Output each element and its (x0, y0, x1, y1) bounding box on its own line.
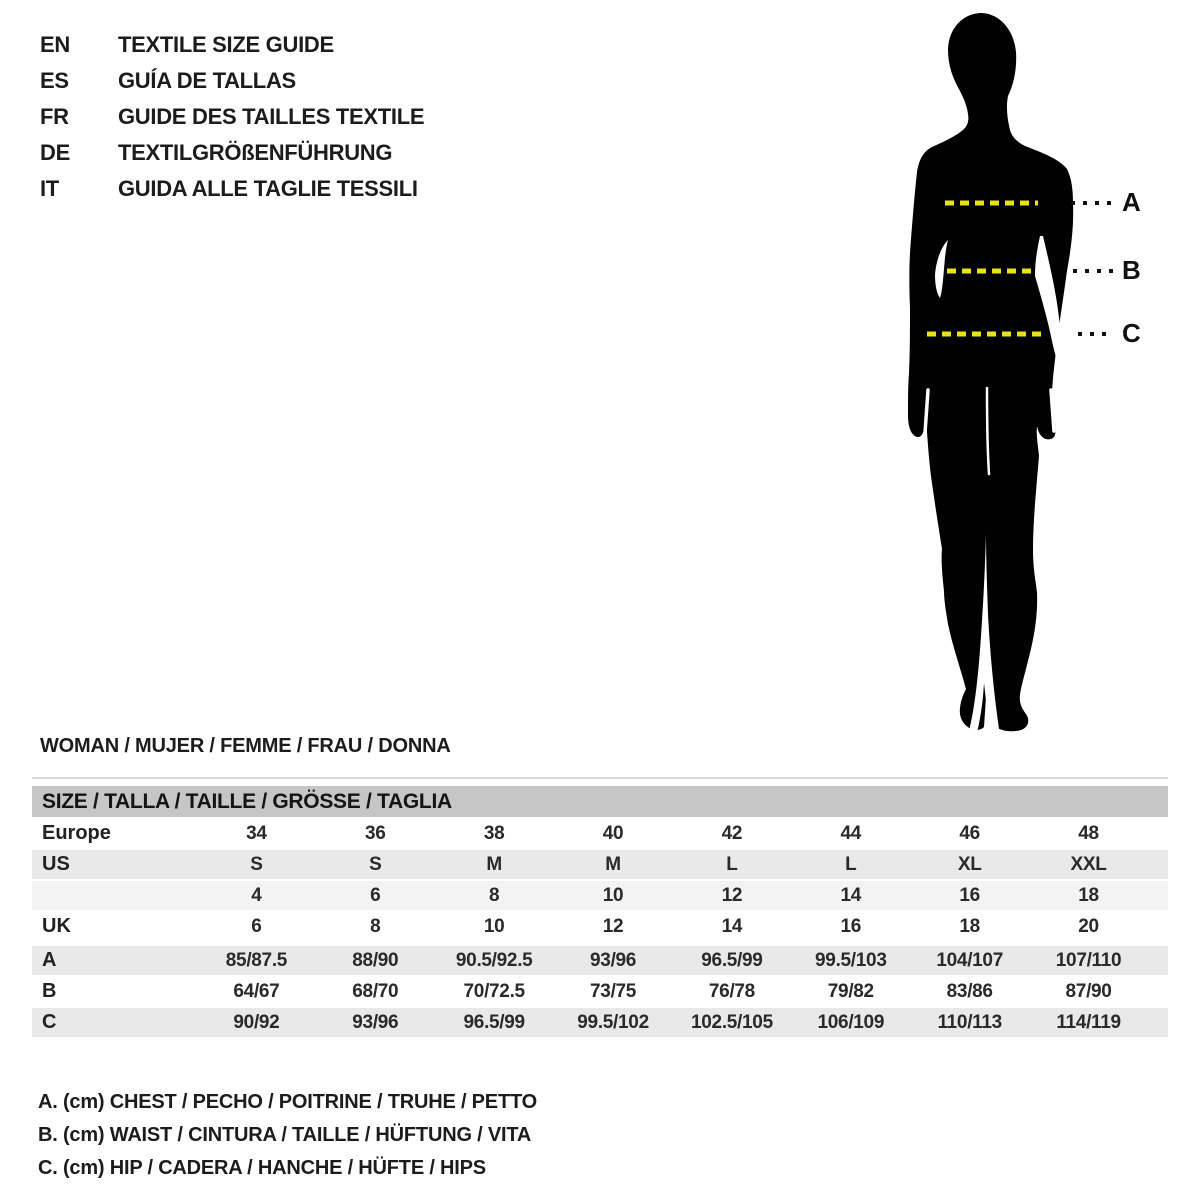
size-cell: XXL (1070, 853, 1107, 875)
size-cell: 14 (840, 884, 862, 906)
size-cell: 6 (251, 915, 262, 937)
language-code: EN (40, 32, 70, 57)
language-list (40, 27, 424, 207)
size-cell: 87/90 (1065, 980, 1112, 1002)
size-cell: 85/87.5 (225, 949, 288, 971)
size-table-header: SIZE / TALLA / TAILLE / GRÖSSE / TAGLIA (32, 786, 1168, 817)
row-label: C (42, 1011, 57, 1033)
legend-item: C. (cm) HIP / CADERA / HANCHE / HÜFTE / HIPS (38, 1157, 486, 1179)
section-title-woman: WOMAN / MUJER / FEMME / FRAU / DONNA (40, 735, 451, 757)
size-cell: 16 (959, 884, 980, 906)
language-title: TEXTILGRÖßENFÜHRUNG (118, 140, 393, 165)
size-table (32, 786, 1168, 1039)
size-cell: 18 (959, 915, 980, 937)
size-cell: S (369, 853, 382, 875)
size-cell: M (486, 853, 502, 875)
size-cell: 42 (721, 822, 743, 844)
size-cell: 96.5/99 (701, 949, 763, 971)
size-cell: 83/86 (946, 980, 993, 1002)
size-cell: 4 (251, 884, 262, 906)
language-code: IT (40, 176, 59, 201)
size-cell: 93/96 (590, 949, 637, 971)
table-row-b (32, 977, 1168, 1006)
language-title: GUÍA DE TALLAS (118, 68, 296, 93)
size-cell: 90.5/92.5 (455, 949, 533, 971)
size-cell: 114/119 (1056, 1011, 1121, 1033)
size-cell: 99.5/102 (577, 1011, 649, 1033)
size-cell: 106/109 (817, 1011, 885, 1033)
size-cell: 68/70 (352, 980, 399, 1002)
size-cell: 16 (840, 915, 862, 937)
size-cell: 90/92 (233, 1011, 280, 1033)
row-label: Europe (42, 822, 111, 844)
row-label: US (42, 853, 70, 875)
size-cell: 70/72.5 (463, 980, 525, 1002)
woman-silhouette-icon (880, 0, 1200, 760)
size-cell: 6 (370, 884, 381, 906)
table-top-border (32, 777, 1168, 779)
size-cell: 96.5/99 (463, 1011, 525, 1033)
size-table-body (32, 819, 1168, 1037)
row-label: A (42, 949, 57, 971)
size-cell: 18 (1078, 884, 1099, 906)
language-row (40, 135, 424, 171)
table-row-us-numeric (32, 881, 1168, 910)
size-cell: L (845, 853, 857, 875)
size-cell: 12 (602, 915, 624, 937)
size-cell: 104/107 (936, 949, 1003, 971)
size-cell: 102.5/105 (691, 1011, 773, 1033)
legend-item: B. (cm) WAIST / CINTURA / TAILLE / HÜFTUNG / VITA (38, 1124, 532, 1146)
legend-item: A. (cm) CHEST / PECHO / POITRINE / TRUHE / PETTO (38, 1091, 537, 1113)
row-label: B (42, 980, 57, 1002)
size-cell: 12 (721, 884, 743, 906)
size-cell: 88/90 (352, 949, 399, 971)
measurement-legend (38, 1086, 537, 1185)
size-cell: 76/78 (708, 980, 755, 1002)
table-row-europe (32, 819, 1168, 848)
woman-silhouette-path (908, 13, 1073, 731)
row-label: UK (42, 915, 71, 937)
size-cell: M (605, 853, 621, 875)
size-cell: 44 (840, 822, 862, 844)
size-cell: 8 (370, 915, 381, 937)
table-row-a (32, 946, 1168, 975)
size-cell: XL (957, 853, 982, 875)
size-cell: 99.5/103 (815, 949, 887, 971)
language-code: FR (40, 104, 69, 129)
size-cell: 73/75 (590, 980, 637, 1002)
measurement-label-b: B (1122, 255, 1141, 285)
size-cell: 40 (602, 822, 624, 844)
size-cell: 10 (483, 915, 505, 937)
size-cell: 46 (959, 822, 980, 844)
language-code: ES (40, 68, 69, 93)
measurement-label-c: C (1122, 318, 1141, 348)
table-row-us (32, 850, 1168, 879)
size-cell: 79/82 (827, 980, 874, 1002)
measurement-figure (880, 0, 1200, 760)
size-cell: 38 (483, 822, 505, 844)
language-title: GUIDA ALLE TAGLIE TESSILI (118, 176, 418, 201)
size-cell: S (250, 853, 263, 875)
size-cell: 110/113 (937, 1011, 1002, 1033)
size-cell: 48 (1078, 822, 1099, 844)
size-cell: 20 (1078, 915, 1099, 937)
size-cell: 8 (489, 884, 500, 906)
measurement-label-a: A (1122, 187, 1141, 217)
language-row (40, 99, 424, 135)
table-row-uk (32, 912, 1168, 941)
language-row (40, 63, 424, 99)
size-cell: 36 (365, 822, 386, 844)
language-title: GUIDE DES TAILLES TEXTILE (118, 104, 425, 129)
size-cell: 93/96 (352, 1011, 399, 1033)
language-code: DE (40, 140, 70, 165)
language-row (40, 171, 424, 207)
size-cell: 64/67 (233, 980, 280, 1002)
size-cell: 14 (721, 915, 743, 937)
table-row-c (32, 1008, 1168, 1037)
language-title: TEXTILE SIZE GUIDE (118, 32, 334, 57)
size-cell: 34 (246, 822, 267, 844)
size-cell: 10 (602, 884, 624, 906)
size-cell: 107/110 (1055, 949, 1122, 971)
size-cell: L (726, 853, 738, 875)
language-row (40, 27, 424, 63)
